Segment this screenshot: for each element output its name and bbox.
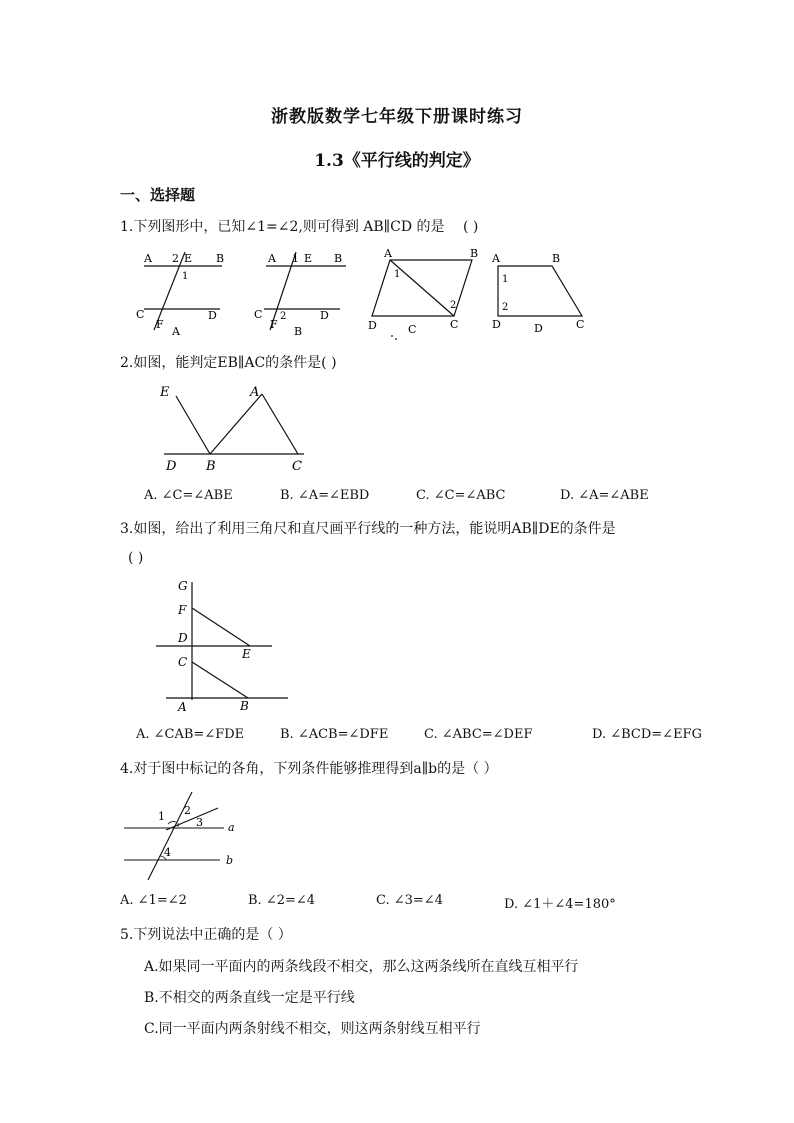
label-a: A [268, 252, 276, 265]
q3-option-c[interactable]: C. ∠ABC=∠DEF [424, 727, 533, 742]
q1-figure-a [130, 246, 242, 338]
q5-option-a[interactable]: A.如果同一平面内的两条线段不相交，那么这两条线所在直线互相平行 [144, 959, 579, 975]
label-b: B [240, 699, 249, 713]
label-2: 2 [450, 300, 457, 311]
question-1-paren: ( ) [462, 219, 479, 235]
q5-option-b[interactable]: B.不相交的两条直线一定是平行线 [144, 990, 355, 1006]
label-a: A [250, 385, 260, 400]
segment-cb [192, 662, 248, 698]
label-angle-2: 2 [184, 804, 191, 817]
label-line-a: a [228, 821, 235, 834]
label-a: A [178, 700, 187, 714]
dot-mark [391, 335, 393, 337]
label-e: E [242, 647, 251, 661]
q4-figure [118, 786, 244, 882]
label-2: 2 [172, 252, 179, 265]
label-c: C [254, 308, 263, 321]
label-angle-4: 4 [164, 846, 171, 859]
label-d: D [208, 309, 217, 322]
label-d: D [320, 309, 329, 322]
segment-fe [192, 608, 250, 646]
q3-option-b[interactable]: B. ∠ACB=∠DFE [280, 727, 389, 742]
label-c: C [576, 318, 585, 331]
label-b: B [206, 459, 216, 474]
label-e: E [304, 252, 313, 265]
segment-ba [210, 394, 262, 454]
label-angle-1: 1 [158, 810, 165, 823]
label-b: B [216, 252, 225, 265]
q4-option-d[interactable]: D. ∠1＋∠4=180° [504, 897, 616, 912]
label-2: 2 [502, 302, 509, 313]
question-2-stem: 2.如图，能判定EB∥AC的条件是( ) [120, 355, 337, 371]
question-1-stem [120, 216, 478, 236]
q5-option-c[interactable]: C.同一平面内两条射线不相交，则这两条射线互相平行 [144, 1021, 481, 1037]
label-d-bottom: D [534, 322, 543, 335]
label-c: C [136, 308, 145, 321]
label-1: 1 [292, 252, 299, 265]
label-f: F [178, 603, 187, 617]
q1-figure-b [248, 246, 360, 338]
label-a: A [492, 252, 500, 265]
label-f: F [156, 318, 164, 331]
label-a: A [384, 247, 392, 260]
label-a-bottom: A [172, 325, 180, 338]
q2-option-b[interactable]: B. ∠A=∠EBD [280, 488, 370, 503]
label-b-bottom: B [294, 325, 303, 338]
transversal-2 [166, 808, 218, 830]
question-4-stem: 4.对于图中标记的各角，下列条件能够推理得到a∥b的是（ ） [120, 761, 498, 777]
question-3-paren: ( ) [128, 550, 144, 566]
label-1: 1 [394, 269, 401, 280]
question-1-text: 1.下列图形中，已知∠1=∠2,则可得到 AB∥CD 的是 [120, 219, 445, 235]
q2-option-d[interactable]: D. ∠A=∠ABE [560, 488, 649, 503]
label-line-b: b [226, 854, 234, 867]
q3-option-d[interactable]: D. ∠BCD=∠EFG [592, 727, 702, 742]
question-3-stem: 3.如图，给出了利用三角尺和直尺画平行线的一种方法，能说明AB∥DE的条件是 [120, 521, 616, 537]
label-f: F [270, 318, 278, 331]
label-d: D [492, 318, 501, 331]
label-1: 1 [182, 271, 189, 282]
question-5-stem: 5.下列说法中正确的是（ ） [120, 927, 292, 943]
label-e: E [184, 252, 193, 265]
q2-figure [158, 380, 310, 474]
q2-option-c[interactable]: C. ∠C=∠ABC [416, 488, 506, 503]
q3-figure [150, 576, 296, 716]
label-c: C [450, 318, 459, 331]
label-d: D [166, 459, 177, 474]
section-heading: 一、选择题 [120, 186, 196, 204]
label-g: G [178, 579, 188, 593]
label-c-bottom: C [408, 323, 417, 336]
label-b: B [470, 247, 479, 260]
label-d: D [178, 631, 188, 645]
label-b: B [552, 252, 561, 265]
dot-mark [395, 338, 397, 340]
label-1: 1 [502, 274, 509, 285]
label-angle-3: 3 [196, 816, 203, 829]
q4-option-a[interactable]: A. ∠1=∠2 [120, 893, 187, 908]
trapezoid [498, 266, 582, 316]
q4-option-b[interactable]: B. ∠2=∠4 [248, 893, 316, 908]
worksheet-subtitle: 1.3《平行线的判定》 [314, 151, 480, 171]
segment-eb [176, 396, 210, 454]
segment-ac [262, 394, 298, 454]
label-2: 2 [280, 311, 287, 322]
q1-figure-d [488, 246, 598, 338]
angle-arc [168, 822, 176, 824]
worksheet-title: 浙教版数学七年级下册课时练习 [271, 107, 523, 127]
label-b: B [334, 252, 343, 265]
q2-option-a[interactable]: A. ∠C=∠ABE [144, 488, 233, 503]
label-a: A [144, 252, 152, 265]
q1-figure-c [364, 244, 484, 344]
q4-option-c[interactable]: C. ∠3=∠4 [376, 893, 443, 908]
label-d: D [368, 319, 377, 332]
label-c: C [178, 655, 188, 669]
q3-option-a[interactable]: A. ∠CAB=∠FDE [136, 727, 245, 742]
label-c: C [292, 459, 302, 474]
label-e: E [160, 385, 170, 400]
